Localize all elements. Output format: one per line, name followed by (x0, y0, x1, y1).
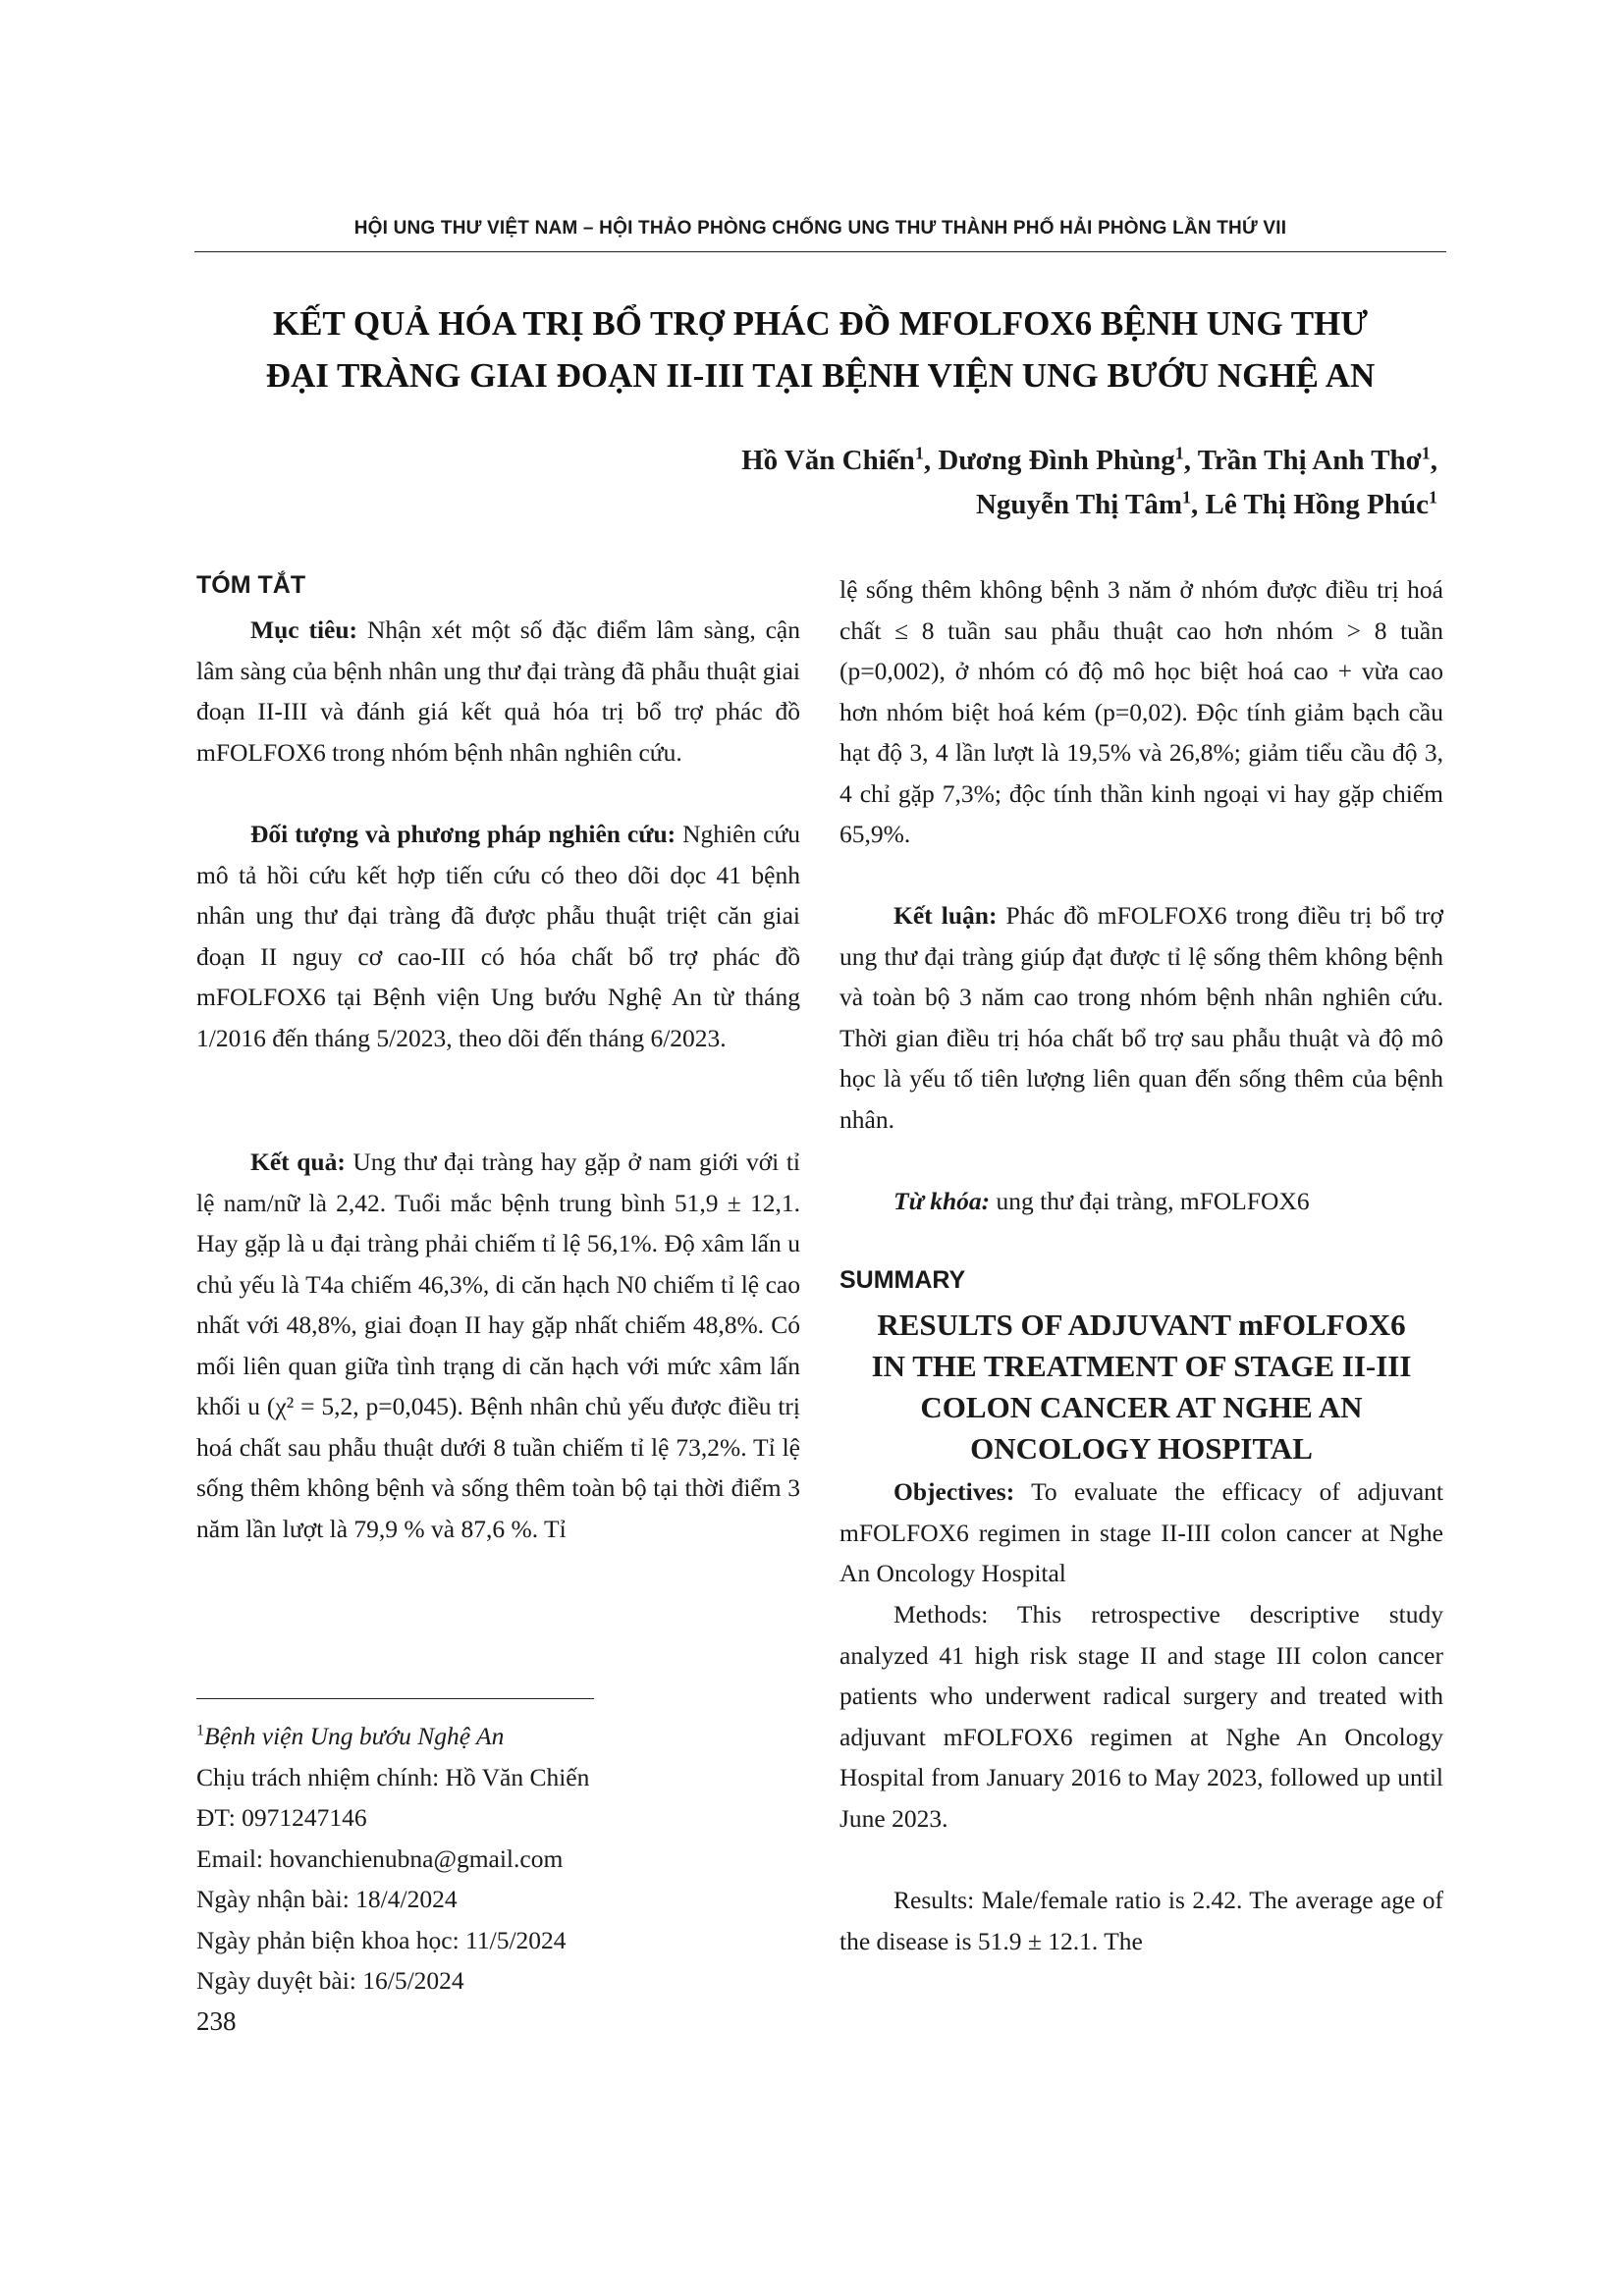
summary-title (839, 1305, 1443, 1469)
article-title (194, 297, 1446, 401)
summary-objectives-text: To evaluate the efficacy of adjuvant mFOLFOX6 regimen in stage II-III colon cancer at Nghe An Oncology Hospital (839, 1477, 1443, 1587)
author-separator: , (923, 445, 939, 476)
summary-title-line: IN THE TREATMENT OF STAGE II-III (871, 1349, 1412, 1383)
footnote-accepted-date: Ngày duyệt bài: 16/5/2024 (196, 1966, 464, 1995)
abstract-keywords (839, 1181, 1443, 1222)
header-divider (194, 251, 1446, 252)
summary-methods: Methods: This retrospective descriptive study analyzed 41 high risk stage II and stage III colon cancer patients who underwent radical surgery and treated with adjuvant mFOLFOX6 regimen at Nghe An Oncology Hospital from January 2016 to May 2023, followed up until June 2023. (839, 1600, 1443, 1833)
footnote-responsible: Chịu trách nhiệm chính: Hồ Văn Chiến (196, 1762, 590, 1791)
author-affiliation-mark: 1 (1174, 443, 1184, 463)
author-name: Dương Đình Phùng (938, 445, 1175, 476)
author-name: Nguyễn Thị Tâm (975, 489, 1182, 520)
author-line-2 (741, 483, 1437, 527)
author-separator: , (1183, 445, 1198, 476)
author-separator: , (1191, 489, 1206, 520)
results-label: Kết quả: (250, 1148, 346, 1176)
author-affiliation-mark: 1 (1421, 443, 1431, 463)
conclusion-label: Kết luận: (893, 901, 998, 930)
footnote-received-date: Ngày nhận bài: 18/4/2024 (196, 1885, 458, 1913)
keywords-label: Từ khóa: (893, 1187, 991, 1215)
abstract-results (196, 1142, 800, 1549)
author-name: Hồ Văn Chiến (741, 445, 915, 476)
summary-objectives-label: Objectives: (893, 1477, 1015, 1506)
conclusion-text: Phác đồ mFOLFOX6 trong điều trị bổ trợ ung thư đại tràng giúp đạt được tỉ lệ sống thêm không bệnh và toàn bộ 3 năm cao trong nhóm bệnh nhân nghiên cứu. Thời gian điều trị hóa chất bổ trợ sau phẫu thuật và độ mô học là yếu tố tiên lượng liên quan đến sống thêm của bệnh nhân. (839, 901, 1443, 1134)
author-name: Lê Thị Hồng Phúc (1205, 489, 1429, 520)
footnote-affiliation-mark: 1 (196, 1722, 204, 1739)
author-affiliation-mark: 1 (1429, 487, 1437, 507)
author-list (741, 439, 1437, 527)
footnote-email: Email: hovanchienubna@gmail.com (196, 1843, 564, 1873)
footnote-phone: ĐT: 0971247146 (196, 1803, 367, 1832)
abstract-results-continued: lệ sống thêm không bệnh 3 năm ở nhóm được điều trị hoá chất ≤ 8 tuần sau phẫu thuật cao hơn nhóm > 8 tuần (p=0,002), ở nhóm có độ mô học biệt hoá cao + vừa cao hơn nhóm biệt hoá kém (p=0,02). Độc tính giảm bạch cầu hạt độ 3, 4 lần lượt là 19,5% và 26,8%; giảm tiểu cầu độ 3, 4 chỉ gặp 7,3%; độc tính thần kinh ngoại vi hay gặp chiếm 65,9%. (839, 575, 1443, 848)
author-line-1 (741, 439, 1437, 483)
objective-label: Mục tiêu: (250, 615, 358, 644)
objective-text: Nhận xét một số đặc điểm lâm sàng, cận lâm sàng của bệnh nhân ung thư đại tràng đã phẫu thuật giai đoạn II-III và đánh giá kết quả hóa trị bổ trợ phác đồ mFOLFOX6 trong nhóm bệnh nhân nghiên cứu. (196, 615, 801, 767)
author-affiliation-mark: 1 (914, 443, 924, 463)
abstract-heading: TÓM TẮT (196, 571, 306, 599)
author-separator: , (1430, 445, 1437, 476)
footnote-divider (196, 1698, 594, 1699)
running-header: HỘI UNG THƯ VIỆT NAM – HỘI THẢO PHÒNG CHỐNG UNG THƯ THÀNH PHỐ HẢI PHÒNG LẦN THỨ VII (353, 218, 1287, 239)
footnote-review-date: Ngày phản biện khoa học: 11/5/2024 (196, 1925, 567, 1954)
summary-results: Results: Male/female ratio is 2.42. The average age of the disease is 51.9 ± 12.1. The (839, 1886, 1443, 1955)
abstract-conclusion (839, 895, 1443, 1140)
summary-title-line: RESULTS OF ADJUVANT mFOLFOX6 (877, 1308, 1406, 1342)
summary-objectives (839, 1471, 1443, 1594)
methods-label: Đối tượng và phương pháp nghiên cứu: (250, 820, 677, 848)
keywords-text: ung thư đại tràng, mFOLFOX6 (990, 1187, 1310, 1215)
article-title-line-2: ĐẠI TRÀNG GIAI ĐOẠN II-III TẠI BỆNH VIỆN UNG BƯỚU NGHỆ AN (265, 356, 1376, 395)
results-text: Ung thư đại tràng hay gặp ở nam giới với tỉ lệ nam/nữ là 2,42. Tuổi mắc bệnh trung bình 51,9 ± 12,1. Hay gặp là u đại tràng phải chiếm tỉ lệ 56,1%. Độ xâm lấn u chủ yếu là T4a chiếm 46,3%, di căn hạch N0 chiếm tỉ lệ cao nhất với 48,8%, giai đoạn II hay gặp nhất chiếm 48,8%. Có mối liên quan giữa tình trạng di căn hạch với mức xâm lấn khối u (χ² = 5,2, p=0,045). Bệnh nhân chủ yếu được điều trị hoá chất sau phẫu thuật dưới 8 tuần chiếm tỉ lệ 73,2%. Tỉ lệ sống thêm không bệnh và sống thêm toàn bộ tại thời điểm 3 năm lần lượt là 79,9 % và 87,6 %. Tỉ (196, 1148, 800, 1543)
summary-heading: SUMMARY (839, 1266, 966, 1294)
author-affiliation-mark: 1 (1182, 487, 1191, 507)
author-name: Trần Thị Anh Thơ (1197, 445, 1422, 476)
abstract-objective (196, 610, 800, 773)
summary-title-line: COLON CANCER AT NGHE AN (920, 1390, 1363, 1424)
footnote-affiliation (196, 1716, 800, 1757)
footnotes (196, 1716, 800, 2002)
footnote-affiliation-text: Bệnh viện Ung bướu Nghệ An (204, 1722, 505, 1750)
methods-text: Nghiên cứu mô tả hồi cứu kết hợp tiến cứu có theo dõi dọc 41 bệnh nhân ung thư đại tràng đã được phẫu thuật triệt căn giai đoạn II nguy cơ cao-III có hóa chất bổ trợ phác đồ mFOLFOX6 tại Bệnh viện Ung bướu Nghệ An từ tháng 1/2016 đến tháng 5/2023, theo dõi đến tháng 6/2023. (196, 820, 800, 1052)
abstract-methods (196, 814, 800, 1058)
article-title-line-1: KẾT QUẢ HÓA TRỊ BỔ TRỢ PHÁC ĐỒ MFOLFOX6 BỆNH UNG THƯ (272, 304, 1369, 343)
summary-title-line: ONCOLOGY HOSPITAL (970, 1431, 1313, 1466)
page-number: 238 (196, 2006, 237, 2036)
